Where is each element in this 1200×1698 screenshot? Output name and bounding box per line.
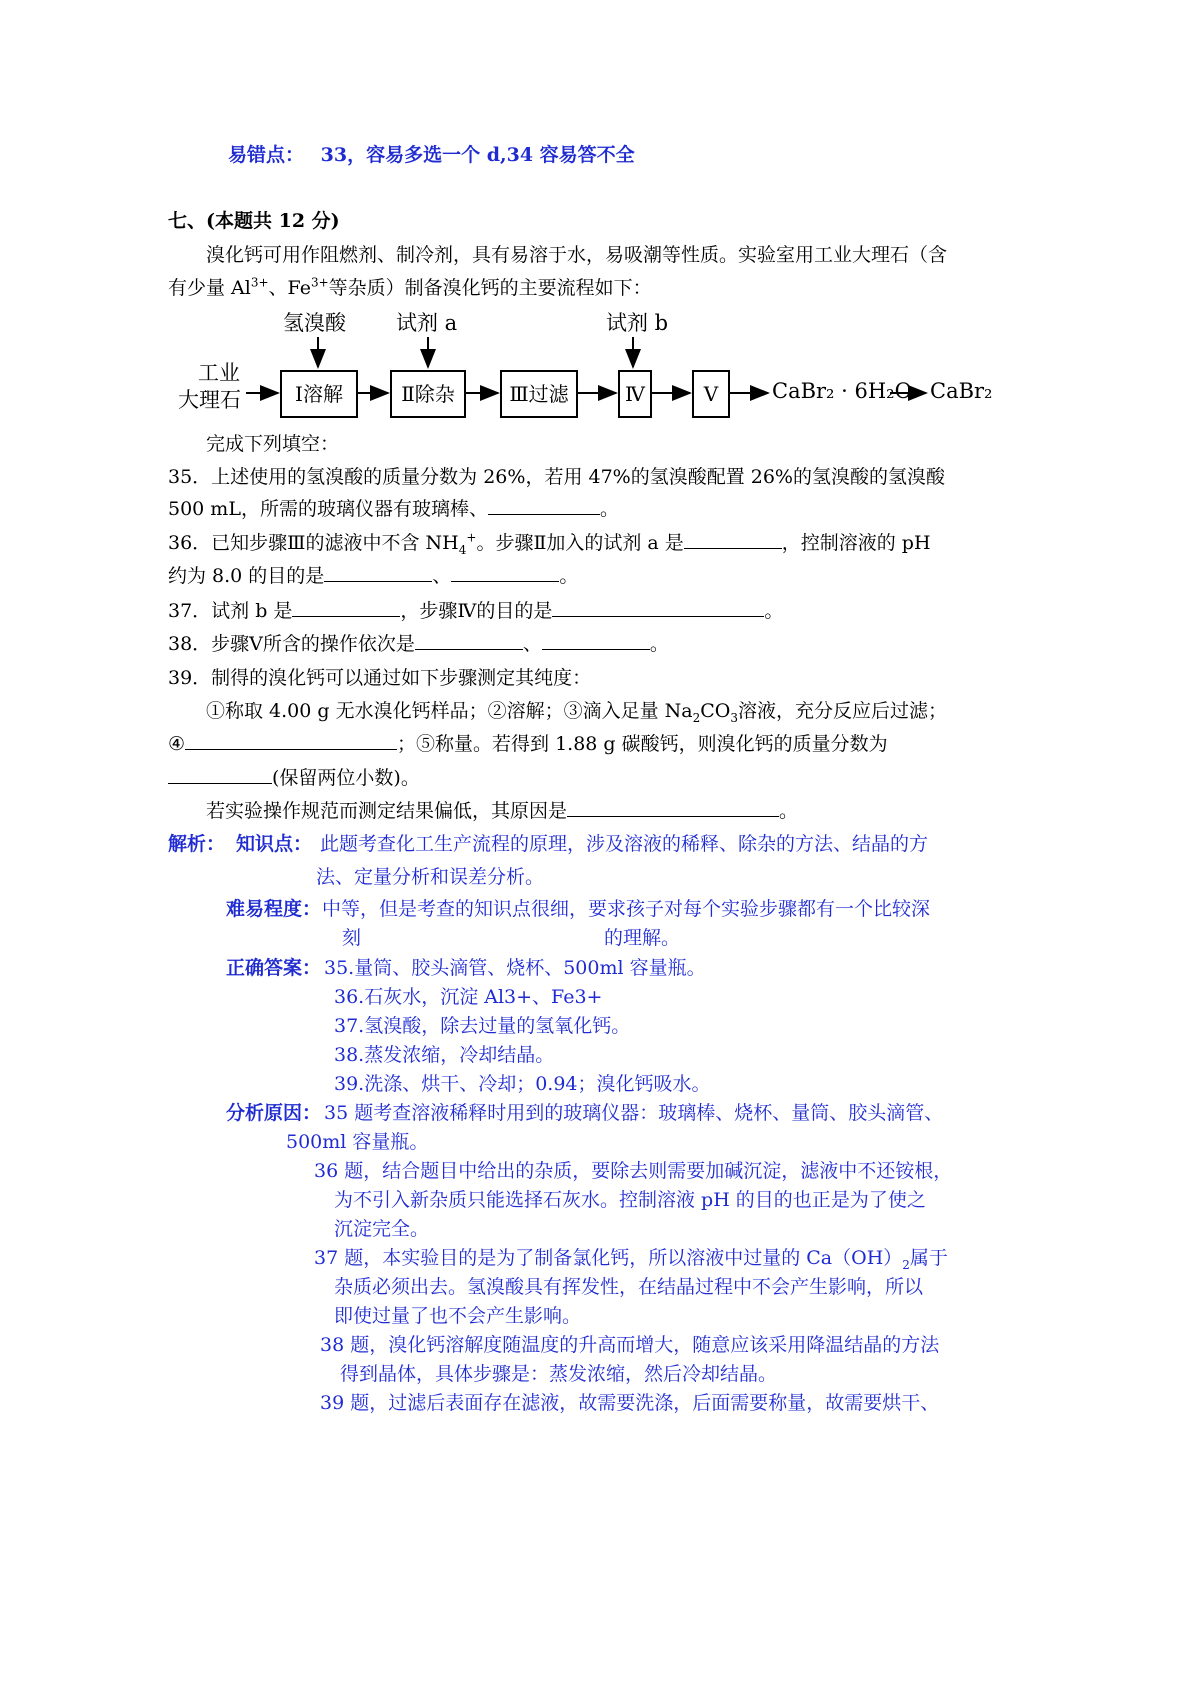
- intro-line-1: 溴化钙可用作阻燃剂、制冷剂，具有易溶于水，易吸潮等性质。实验室用工业大理石（含: [206, 244, 948, 266]
- answer-blank: [415, 631, 523, 650]
- start-material-line-1: 工业: [198, 361, 240, 385]
- reason-35-line-2: 500ml 容量瓶。: [286, 1131, 429, 1153]
- answer-36: 36.石灰水，沉淀 Al3+、Fe3+: [334, 986, 603, 1008]
- q35-line-1: 35．上述使用的氢溴酸的质量分数为 26%，若用 47%的氢溴酸配置 26%的氢溴酸的氢溴酸: [168, 466, 945, 488]
- answer-blank: [488, 496, 600, 515]
- answer-35: 35.量筒、胶头滴管、烧杯、500ml 容量瓶。: [324, 957, 706, 979]
- q39-step-line-4: 若实验操作规范而测定结果偏低，其原因是 。: [206, 800, 799, 822]
- answer-blank: [684, 530, 782, 549]
- reason-35-line-1: 35 题考查溶液稀释时用到的玻璃仪器：玻璃棒、烧杯、量筒、胶头滴管、: [324, 1102, 944, 1124]
- answer-blank: [292, 598, 400, 617]
- reason-36-line-1: 36 题，结合题目中给出的杂质，要除去则需要加碱沉淀，滤液中不还铵根，: [314, 1160, 953, 1182]
- top-note: [228, 142, 635, 168]
- reason-36-line-2: 为不引入新杂质只能选择石灰水。控制溶液 pH 的目的也正是为了使之: [334, 1189, 926, 1211]
- step-2-box: Ⅱ除杂: [390, 370, 466, 418]
- top-note-text: 33，容易多选一个 d,34 容易答不全: [320, 144, 635, 166]
- knowledge-point-line-1: 此题考查化工生产流程的原理，涉及溶液的稀释、除杂的方法、结晶的方: [320, 833, 929, 855]
- answer-blank: [185, 731, 397, 750]
- difficulty-label: 难易程度：: [226, 898, 322, 920]
- reason-39-line-1: 39 题，过滤后表面存在滤液，故需要洗涤，后面需要称量，故需要烘干、: [320, 1392, 940, 1414]
- answer-blank: [168, 765, 272, 784]
- difficulty-line-2a: 刻: [342, 927, 362, 949]
- reason-38-line-1: 38 题，溴化钙溶解度随温度的升高而增大，随意应该采用降温结晶的方法: [320, 1334, 940, 1356]
- answer-blank: [552, 598, 764, 617]
- reagent-b-label: 试剂 b: [606, 311, 669, 335]
- answer-blank: [324, 563, 432, 582]
- process-flow-diagram: [168, 305, 1008, 425]
- section-title: 七、(本题共 12 分): [168, 210, 340, 232]
- step-1-box: Ⅰ溶解: [280, 370, 358, 418]
- answer-39: 39.洗涤、烘干、冷却；0.94；溴化钙吸水。: [334, 1073, 711, 1095]
- q39-step-line-3: (保留两位小数)。: [168, 765, 420, 791]
- answer-blank: [451, 563, 559, 582]
- q36-line-2: 约为 8.0 的目的是 、 。: [168, 565, 579, 587]
- step-3-box: Ⅲ过滤: [500, 370, 578, 418]
- intro-line-2: 有少量 $Al^{3+}$、$Fe^{3+}$等杂质）制备溴化钙的主要流程如下：: [168, 275, 652, 299]
- fill-instruction: 完成下列填空：: [206, 433, 340, 455]
- answer-blank: [567, 798, 779, 817]
- answer-label: 正确答案：: [226, 957, 322, 979]
- reason-37-line-2: 杂质必须出去。氢溴酸具有挥发性，在结晶过程中不会产生影响，所以: [334, 1276, 924, 1298]
- answer-blank: [542, 631, 650, 650]
- q39-line: 39．制得的溴化钙可以通过如下步骤测定其纯度：: [168, 667, 592, 689]
- difficulty-line-1: 中等，但是考查的知识点很细，要求孩子对每个实验步骤都有一个比较深: [322, 898, 931, 920]
- reagent-a-label: 试剂 a: [396, 311, 458, 335]
- product-final: CaBr₂: [930, 379, 993, 403]
- reason-37-line-1: 37 题，本实验目的是为了制备氯化钙，所以溶液中过量的 $Ca(OH)_2$属于: [314, 1247, 948, 1272]
- answer-38: 38.蒸发浓缩，冷却结晶。: [334, 1044, 555, 1066]
- reason-38-line-2: 得到晶体，具体步骤是：蒸发浓缩，然后冷却结晶。: [340, 1363, 778, 1385]
- reason-37-line-3: 即使过量了也不会产生影响。: [334, 1305, 582, 1327]
- answer-37: 37.氢溴酸，除去过量的氢氧化钙。: [334, 1015, 631, 1037]
- step-4-box: Ⅳ: [618, 370, 652, 418]
- product-hydrate: CaBr₂ · 6H₂O: [772, 379, 912, 403]
- reason-36-line-3: 沉淀完全。: [334, 1218, 430, 1240]
- q35-line-2: 500 mL，所需的玻璃仪器有玻璃棒、 。: [168, 498, 619, 520]
- top-note-label: 易错点：: [228, 144, 305, 166]
- knowledge-point-line-2: 法、定量分析和误差分析。: [316, 866, 545, 888]
- q39-step-line-2: ④ ；⑤称量。若得到 1.88 g 碳酸钙，则溴化钙的质量分数为: [168, 733, 888, 755]
- q36-line-1: 36．已知步骤Ⅲ的滤液中不含 $NH_4^+$。步骤Ⅱ加入的试剂 a 是 ，控制溶液的 pH: [168, 530, 931, 557]
- start-material-line-2: 大理石: [178, 388, 241, 412]
- q37-line: 37．试剂 b 是 ，步骤Ⅳ的目的是 。: [168, 600, 784, 622]
- analysis-heading: 解析：: [168, 833, 226, 855]
- reason-label: 分析原因：: [226, 1102, 322, 1124]
- difficulty-line-2b: 的理解。: [604, 927, 681, 949]
- reagent-hbr-label: 氢溴酸: [283, 311, 346, 335]
- step-5-box: Ⅴ: [692, 370, 730, 418]
- knowledge-point-label: 知识点：: [236, 833, 313, 855]
- q39-step-line-1: ①称取 4.00 g 无水溴化钙样品；②溶解；③滴入足量 $Na_2CO_3$溶液，充分反应后过滤；: [206, 700, 948, 725]
- q38-line: 38．步骤Ⅴ所含的操作依次是 、 。: [168, 633, 669, 655]
